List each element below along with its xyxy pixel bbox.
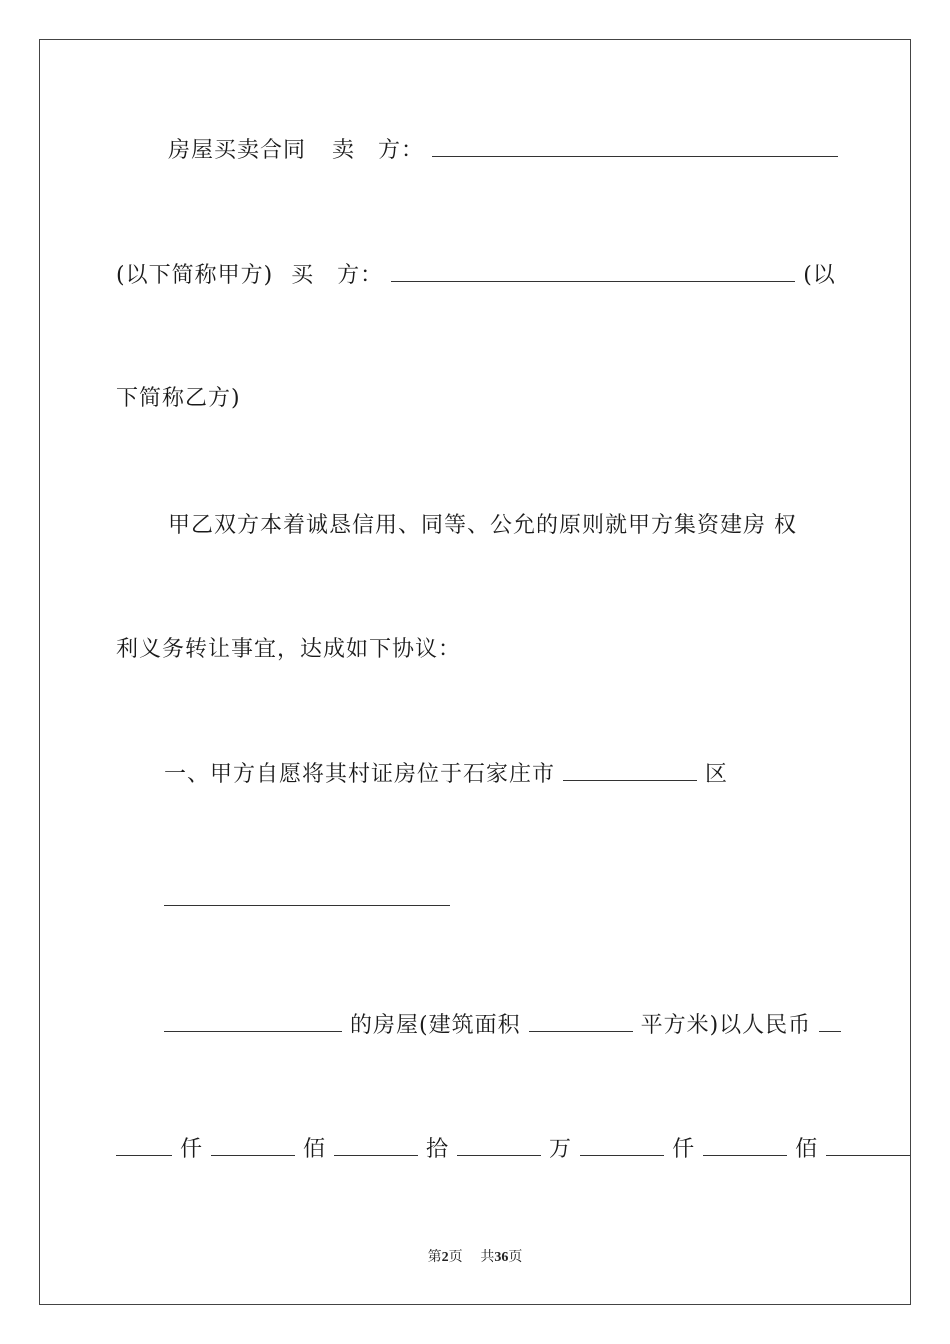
party-b-line [116,384,241,414]
unit-label: 佰 [795,1137,819,1162]
price-units-line [116,1135,910,1165]
address-line [164,885,450,915]
unit-label: 万 [549,1137,573,1162]
unit-label: 仟 [180,1137,204,1162]
area-blank [529,1013,633,1032]
buyer-label: 买 方： [291,263,384,288]
buyer-blank [391,263,795,282]
clause-1-text: 一、甲方自愿将其村证房位于石家庄市 [164,762,556,787]
unit-label: 佰 [303,1137,327,1162]
price-start-blank [819,1013,841,1032]
unit-label: 拾 [426,1137,450,1162]
page-border [39,39,911,1305]
price-blank [703,1137,787,1156]
price-blank [457,1137,541,1156]
house-area-label: 的房屋(建筑面积 [350,1013,521,1038]
unit-label: 仟 [672,1137,696,1162]
price-blank [334,1137,418,1156]
city-district-blank [563,762,697,781]
seller-blank [432,138,838,157]
total-pages: 36 [494,1250,509,1265]
price-blank [580,1137,664,1156]
house-area-line [164,1011,841,1041]
agreement-intro-line-1 [168,511,797,541]
party-b-note-end: 下简称乙方) [116,386,241,411]
contract-title: 房屋买卖合同 [168,138,307,163]
house-location-blank [164,1013,342,1032]
clause-1-line [164,760,728,790]
page-suffix: 页 [448,1249,463,1265]
agreement-intro-1: 甲乙双方本着诚恳信用、同等、公允的原则就甲方集资建房 权 [168,513,797,538]
agreement-intro-2: 利义务转让事宜，达成如下协议： [116,637,462,662]
contract-title-line [168,136,838,166]
sqm-price-label: 平方米)以人民币 [640,1013,812,1038]
total-suffix: 页 [508,1249,523,1265]
price-blank [116,1137,172,1156]
party-b-note-start: (以 [803,263,836,288]
seller-label: 卖 方： [332,138,425,163]
total-prefix: 共 [480,1249,495,1265]
price-blank [211,1137,295,1156]
address-blank [164,887,450,906]
price-blank [826,1137,910,1156]
page-footer [0,1246,950,1266]
page-prefix: 第 [427,1249,442,1265]
agreement-intro-line-2 [116,635,461,665]
page-number: 2 [441,1250,449,1265]
party-a-note: (以下简称甲方) [116,263,274,288]
buyer-line [116,261,836,291]
district-label: 区 [705,762,729,787]
